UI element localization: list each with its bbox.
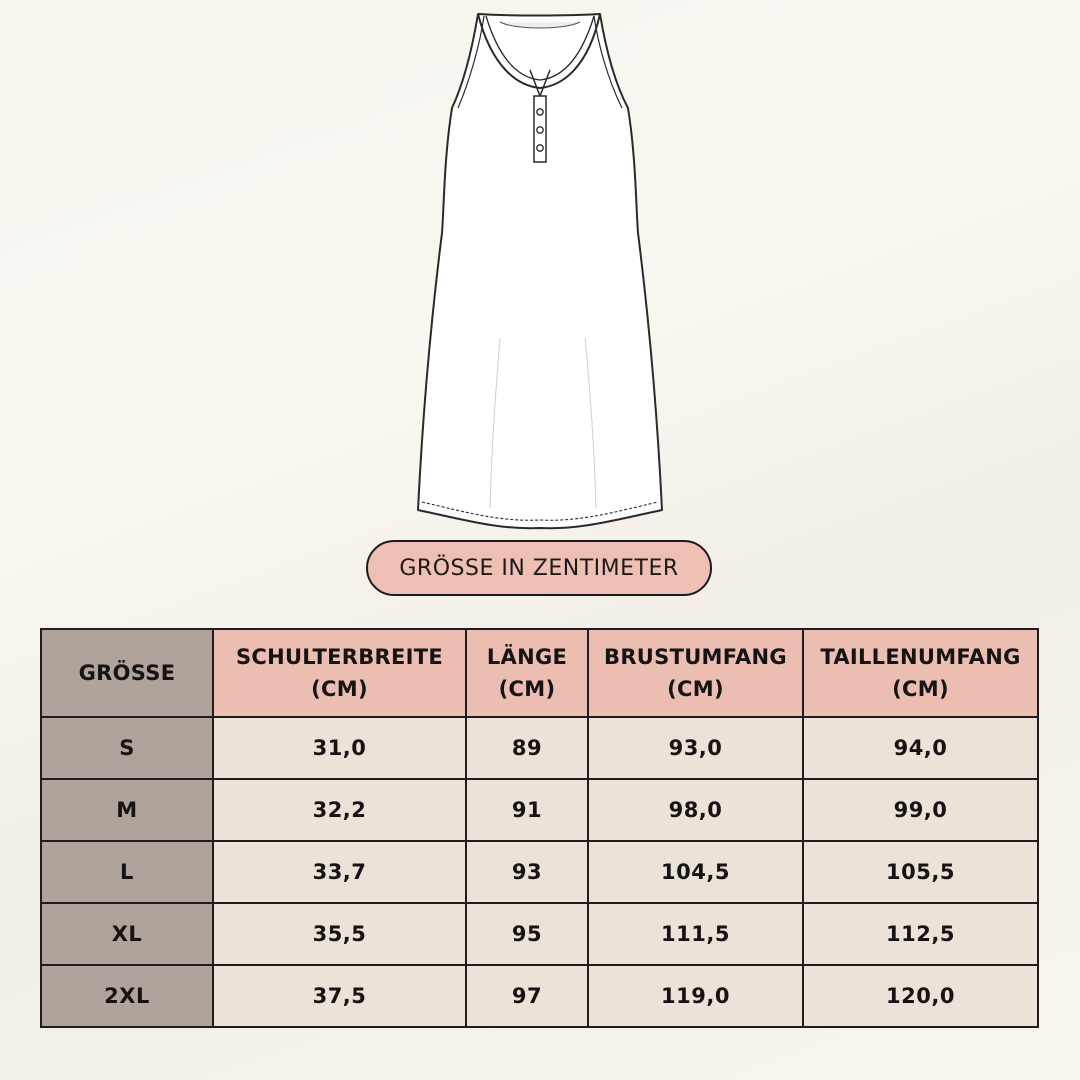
shoulder-cell: 35,5 — [213, 903, 466, 965]
table-row — [41, 841, 1038, 903]
length-cell: 95 — [466, 903, 588, 965]
size-unit-badge — [366, 540, 712, 596]
waist-cell: 112,5 — [803, 903, 1038, 965]
header-size: GRÖSSE — [41, 629, 213, 717]
table-row — [41, 717, 1038, 779]
header-waist: TAILLENUMFANG (CM) — [803, 629, 1038, 717]
table-header-row — [41, 629, 1038, 717]
waist-cell: 120,0 — [803, 965, 1038, 1027]
shoulder-cell: 31,0 — [213, 717, 466, 779]
size-cell: XL — [41, 903, 213, 965]
table-row — [41, 779, 1038, 841]
shoulder-cell: 33,7 — [213, 841, 466, 903]
header-chest: BRUSTUMFANG (CM) — [588, 629, 803, 717]
size-cell: L — [41, 841, 213, 903]
waist-cell: 105,5 — [803, 841, 1038, 903]
dress-sketch-icon — [400, 8, 680, 538]
size-cell: S — [41, 717, 213, 779]
size-cell: 2XL — [41, 965, 213, 1027]
chest-cell: 119,0 — [588, 965, 803, 1027]
chest-cell: 111,5 — [588, 903, 803, 965]
length-cell: 97 — [466, 965, 588, 1027]
waist-cell: 94,0 — [803, 717, 1038, 779]
shoulder-cell: 37,5 — [213, 965, 466, 1027]
chest-cell: 93,0 — [588, 717, 803, 779]
size-cell: M — [41, 779, 213, 841]
length-cell: 91 — [466, 779, 588, 841]
header-shoulder-width: SCHULTERBREITE (CM) — [213, 629, 466, 717]
dress-illustration — [400, 8, 680, 538]
chest-cell: 104,5 — [588, 841, 803, 903]
length-cell: 89 — [466, 717, 588, 779]
header-length: LÄNGE (CM) — [466, 629, 588, 717]
size-unit-label: GRÖSSE IN ZENTIMETER — [399, 555, 679, 581]
waist-cell: 99,0 — [803, 779, 1038, 841]
table-row — [41, 903, 1038, 965]
size-chart-table — [40, 628, 1039, 1028]
table-row — [41, 965, 1038, 1027]
shoulder-cell: 32,2 — [213, 779, 466, 841]
length-cell: 93 — [466, 841, 588, 903]
chest-cell: 98,0 — [588, 779, 803, 841]
